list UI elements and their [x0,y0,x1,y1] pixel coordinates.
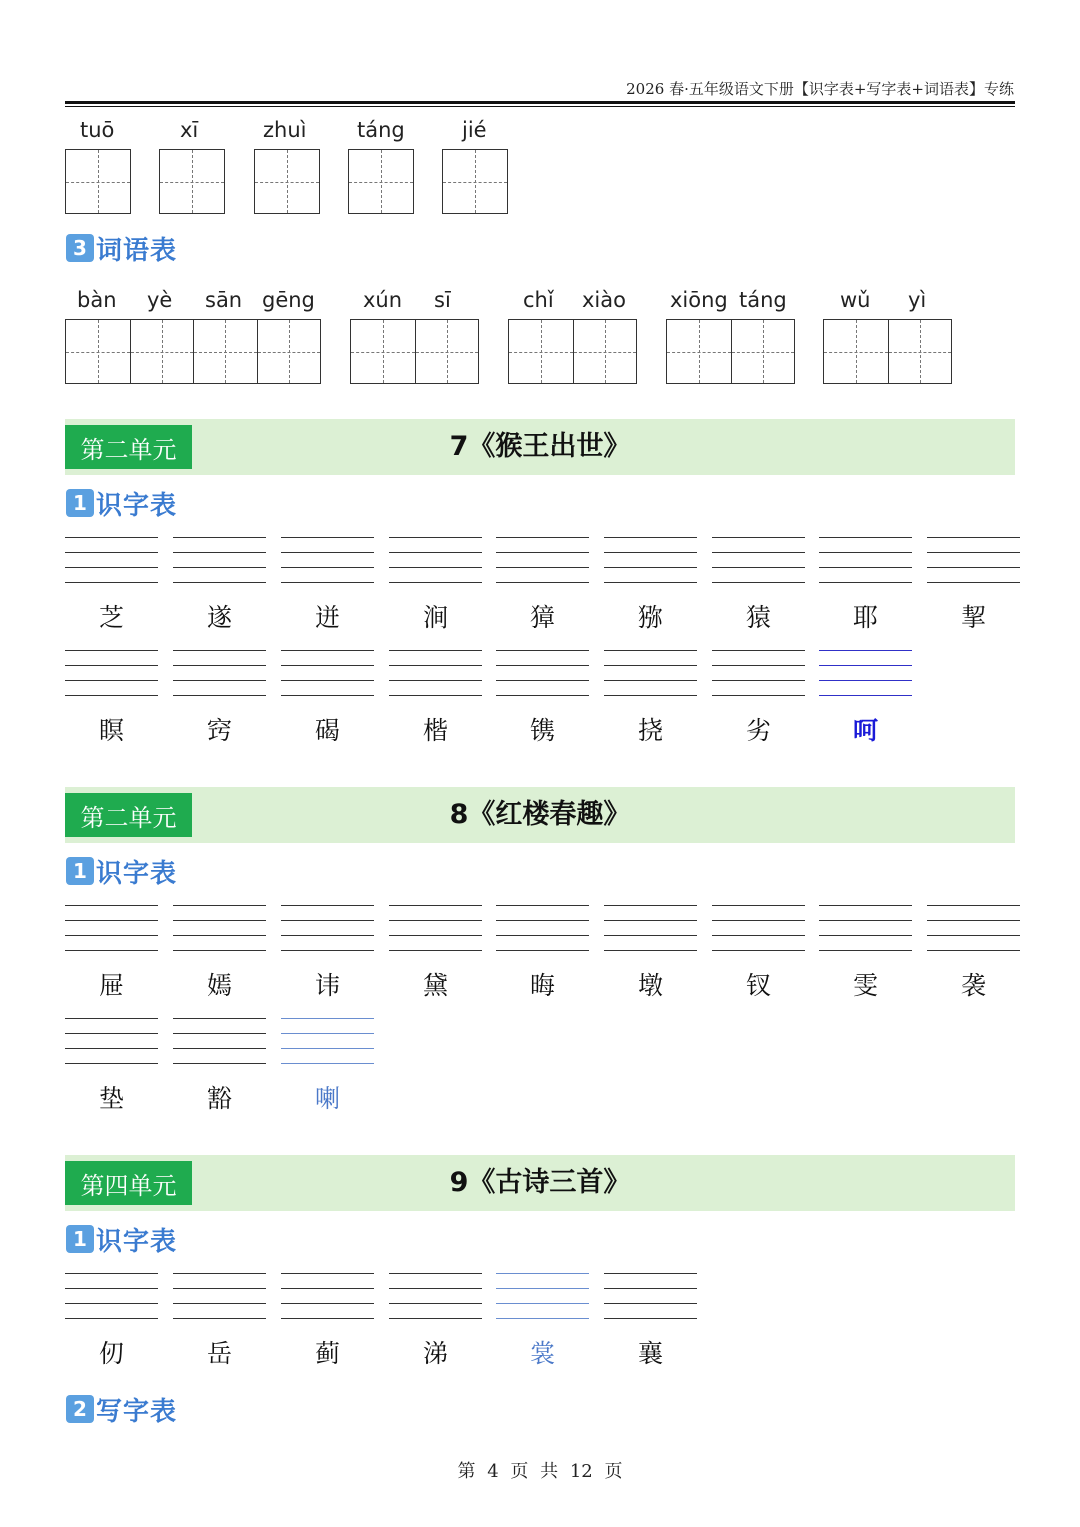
character: 仞 [98,1339,124,1368]
character: 呵 [852,716,878,745]
pinyin-label: táng [357,118,405,142]
pinyin-writing-slot[interactable] [173,536,266,632]
pinyin-writing-slot[interactable] [65,649,158,745]
pinyin-label: sī [434,288,451,312]
section-title: 写字表 [96,1396,178,1427]
pinyin-label: jié [462,118,487,142]
unit-label: 第四单元 [65,1161,192,1205]
pinyin-writing-slot[interactable] [173,1272,266,1368]
pinyin-writing-slot[interactable] [819,536,912,632]
pinyin-writing-slot[interactable] [604,649,697,745]
word-grid[interactable] [350,319,479,384]
pinyin-writing-slot[interactable] [281,1272,374,1368]
character: 黛 [422,971,448,1000]
section-title: 识字表 [96,490,178,521]
pinyin-label: xiào [582,288,626,312]
character: 屉 [98,971,124,1000]
section-heading-xiezi [66,1393,177,1425]
section-title: 识字表 [96,1226,178,1257]
character: 遂 [206,603,232,632]
section-number-badge: 2 [66,1395,94,1423]
section-number-badge: 3 [66,234,94,262]
pinyin-label: bàn [77,288,117,312]
pinyin-label: xiōng [670,288,728,312]
pinyin-writing-slot[interactable] [389,649,482,745]
pinyin-label: yì [908,288,927,312]
section-number-badge: 1 [66,489,94,517]
pinyin-writing-slot[interactable] [604,904,697,1000]
pinyin-writing-slot[interactable] [604,1272,697,1368]
pinyin-writing-slot[interactable] [712,536,805,632]
header-rule-thick [65,101,1015,104]
tianzige-grid[interactable] [442,149,508,214]
character: 钗 [745,971,771,1000]
character: 讳 [314,971,340,1000]
word-grid[interactable] [508,319,637,384]
character: 涕 [422,1339,448,1368]
pinyin-writing-slot[interactable] [65,1272,158,1368]
page-number: 第 4 页 共 12 页 [457,1461,623,1482]
pinyin-writing-slot[interactable] [281,536,374,632]
pinyin-writing-slot[interactable] [927,536,1020,632]
pinyin-label: yè [147,288,173,312]
pinyin-writing-slot[interactable] [819,904,912,1000]
character: 垫 [98,1084,124,1113]
tianzige-grid[interactable] [65,149,131,214]
pinyin-writing-slot[interactable] [496,904,589,1000]
section-number-badge: 1 [66,857,94,885]
pinyin-writing-slot[interactable] [389,904,482,1000]
lesson-banner [65,419,1015,475]
pinyin-writing-slot[interactable] [496,649,589,745]
character: 雯 [852,971,878,1000]
character: 裳 [529,1339,555,1368]
pinyin-writing-slot[interactable] [496,536,589,632]
pinyin-writing-slot[interactable] [712,904,805,1000]
pinyin-writing-slot[interactable] [173,649,266,745]
character: 獐 [529,603,555,632]
section-heading-shizi [66,487,177,519]
lesson-title: 9《古诗三首》 [449,1167,631,1198]
pinyin-label: táng [739,288,787,312]
pinyin-writing-slot[interactable] [281,904,374,1000]
header-rule-thin [65,106,1015,107]
word-grid[interactable] [666,319,795,384]
character: 耶 [852,603,878,632]
section-heading-shizi [66,855,177,887]
lesson-title: 8《红楼春趣》 [449,799,631,830]
pinyin-writing-slot[interactable] [389,1272,482,1368]
pinyin-label: gēng [262,288,315,312]
document-header-title: 2026 春·五年级语文下册【识字表+写字表+词语表】专练 [626,80,1014,98]
lesson-banner [65,1155,1015,1211]
character: 豁 [206,1084,232,1113]
word-grid[interactable] [65,319,321,384]
lesson-title: 7《猴王出世》 [449,431,631,462]
character: 挠 [637,716,663,745]
pinyin-writing-slot[interactable] [173,904,266,1000]
pinyin-writing-slot[interactable] [604,536,697,632]
character: 迸 [314,603,340,632]
pinyin-writing-slot[interactable] [819,649,912,745]
pinyin-writing-slot[interactable] [65,904,158,1000]
character: 挈 [960,603,986,632]
character: 劣 [745,716,771,745]
pinyin-label: chǐ [523,288,554,312]
character: 猕 [637,603,663,632]
pinyin-label: xī [180,118,199,142]
character: 芝 [98,603,124,632]
character: 岳 [206,1339,232,1368]
pinyin-label: wǔ [840,288,871,312]
character: 袭 [960,971,986,1000]
pinyin-writing-slot[interactable] [927,904,1020,1000]
section-number-badge: 1 [66,1225,94,1253]
tianzige-grid[interactable] [159,149,225,214]
character: 嫣 [206,971,232,1000]
section-title: 词语表 [96,235,178,266]
pinyin-writing-slot[interactable] [496,1272,589,1368]
pinyin-writing-slot[interactable] [389,536,482,632]
unit-label: 第二单元 [65,425,192,469]
tianzige-grid[interactable] [254,149,320,214]
section-title: 识字表 [96,858,178,889]
character: 涧 [422,603,448,632]
character: 镌 [529,716,555,745]
pinyin-label: sān [205,288,243,312]
character: 襄 [637,1339,663,1368]
pinyin-writing-slot[interactable] [281,1017,374,1113]
pinyin-label: tuō [80,118,115,142]
word-grid[interactable] [823,319,952,384]
character: 碣 [314,716,340,745]
section-heading-shizi [66,1223,177,1255]
character: 窍 [206,716,232,745]
tianzige-grid[interactable] [348,149,414,214]
pinyin-writing-slot[interactable] [173,1017,266,1113]
pinyin-label: zhuì [263,118,307,142]
character: 晦 [529,971,555,1000]
character: 猿 [745,603,771,632]
pinyin-writing-slot[interactable] [281,649,374,745]
pinyin-label: xún [363,288,403,312]
character: 瞑 [98,716,124,745]
character: 蓟 [314,1339,340,1368]
character: 楷 [422,716,448,745]
pinyin-writing-slot[interactable] [65,536,158,632]
lesson-banner [65,787,1015,843]
section-heading-ciyu [66,232,177,264]
pinyin-writing-slot[interactable] [65,1017,158,1113]
character: 墩 [637,971,663,1000]
character: 喇 [314,1084,340,1113]
pinyin-writing-slot[interactable] [712,649,805,745]
unit-label: 第二单元 [65,793,192,837]
